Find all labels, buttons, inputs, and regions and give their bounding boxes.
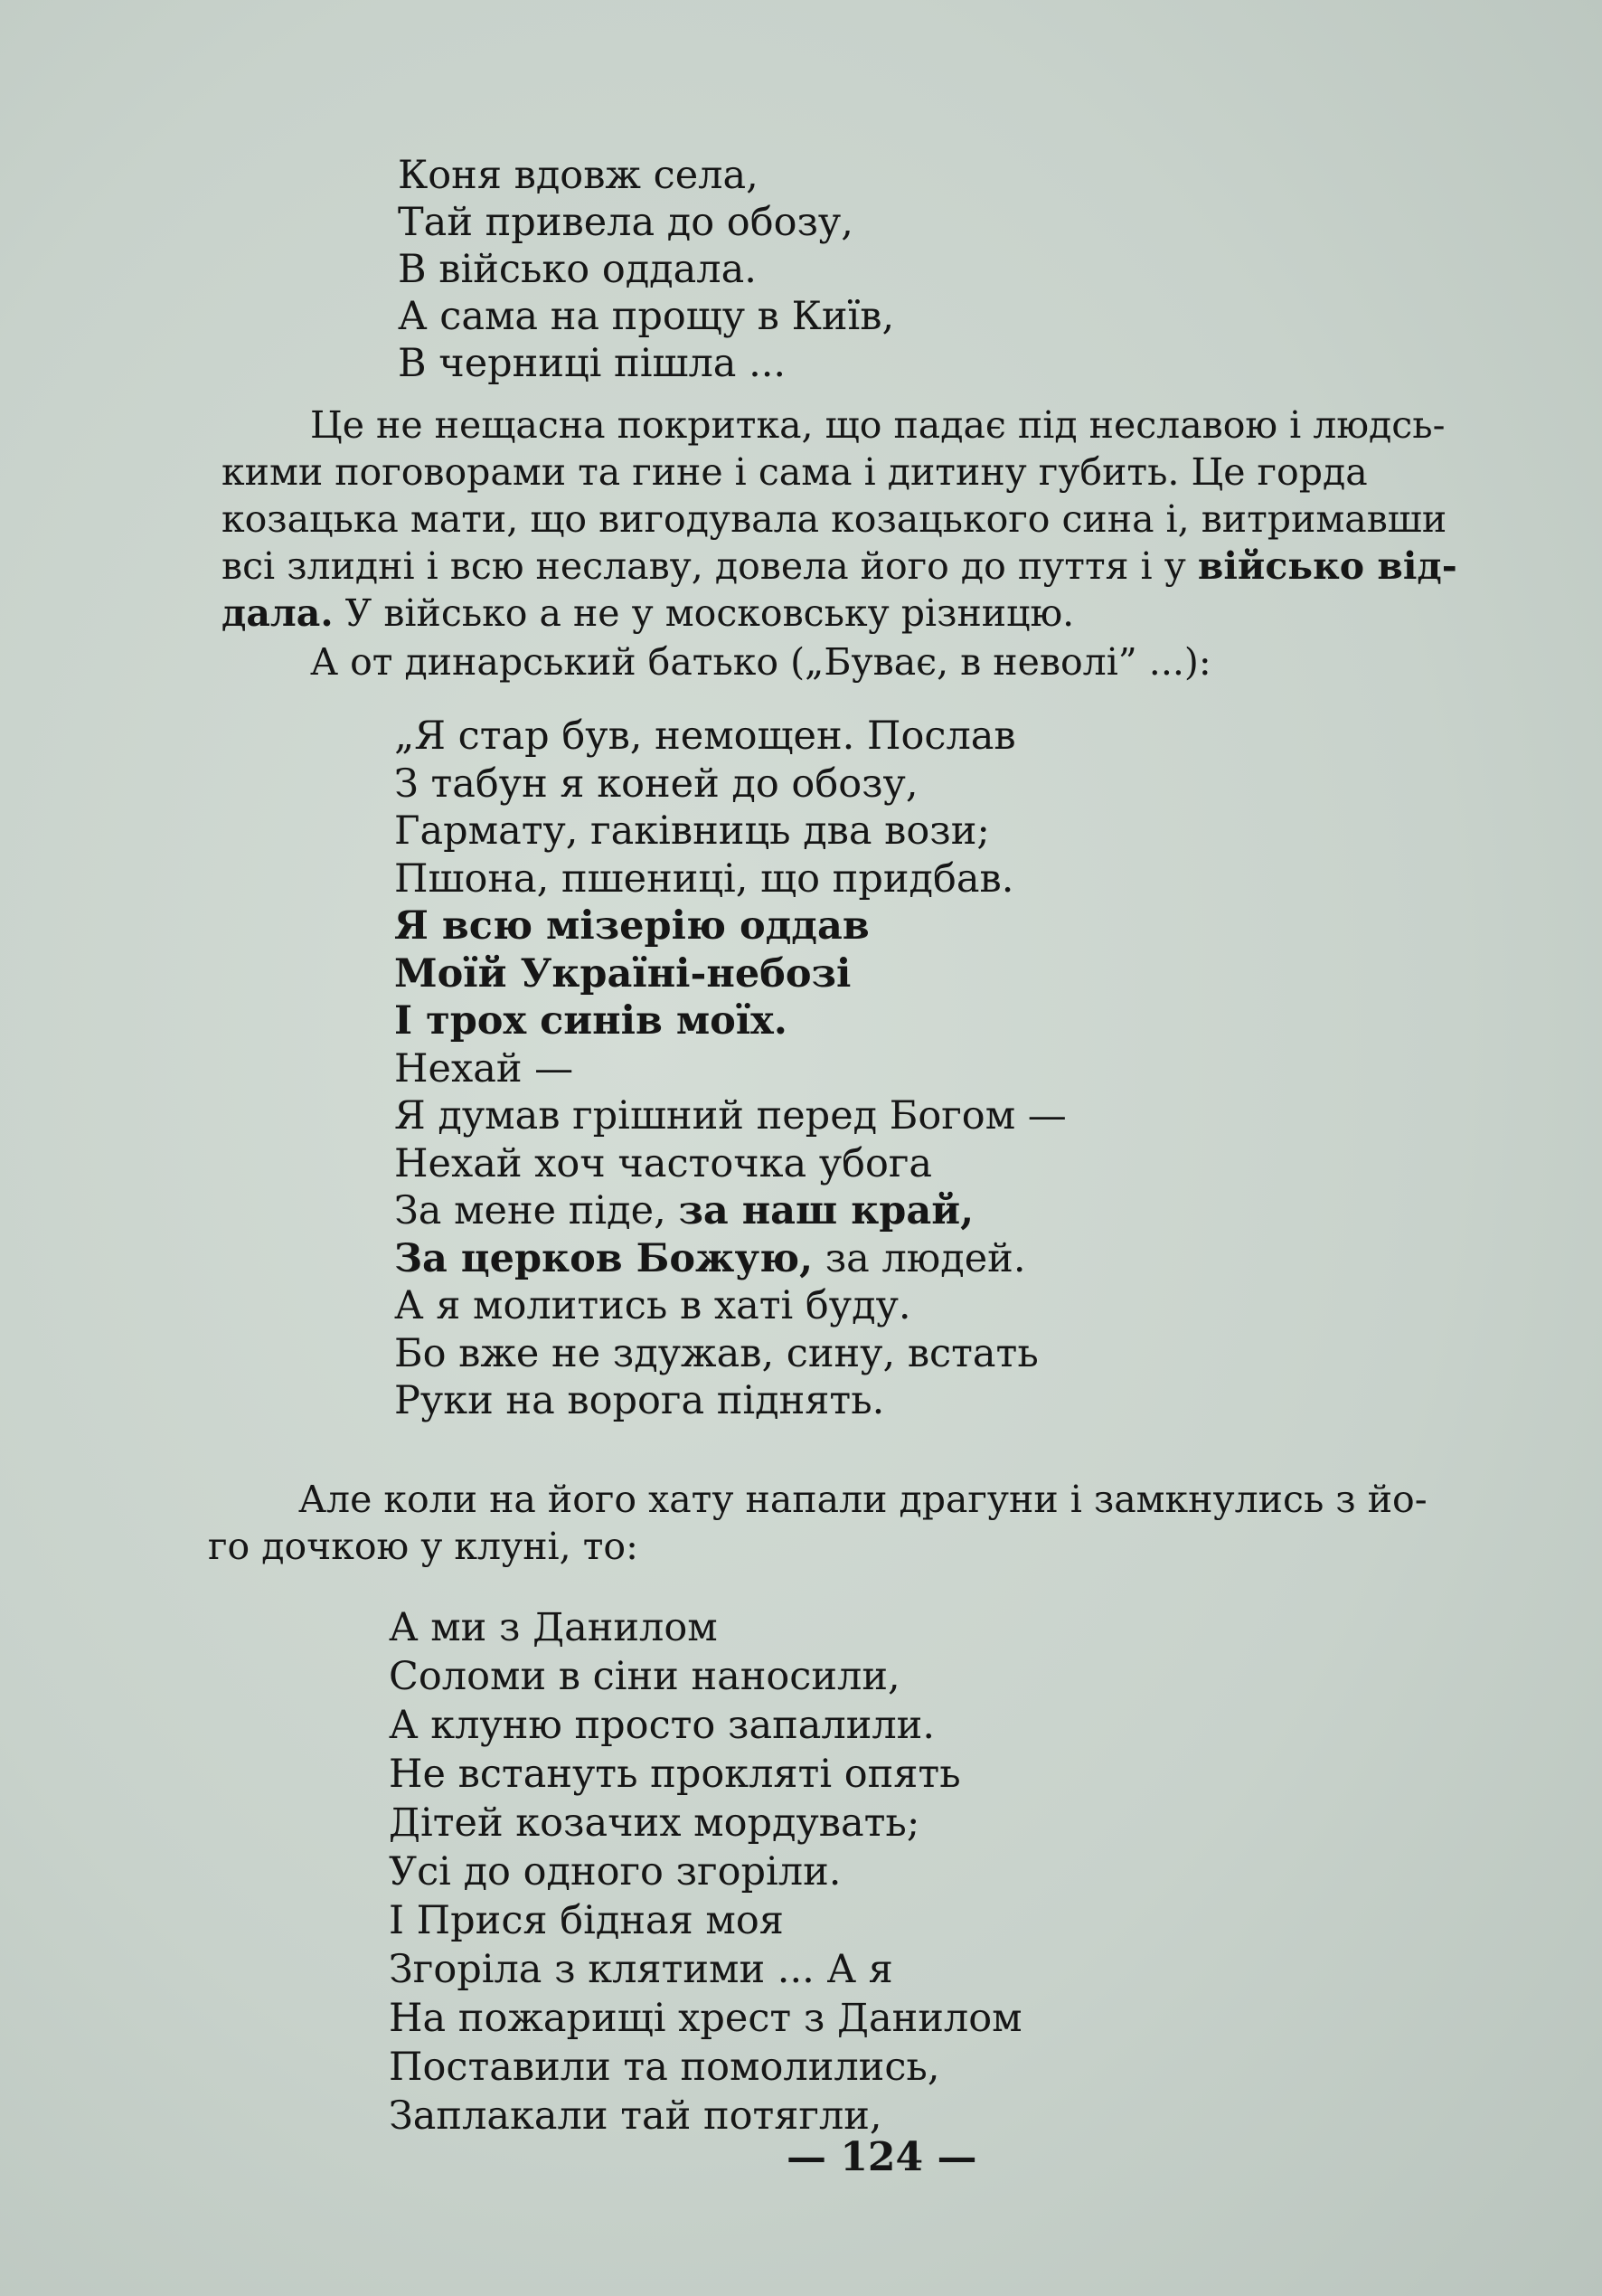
verse-line: „Я стар був, немощен. Послав (394, 713, 1016, 759)
verse-line: Згоріла з клятими ... А я (389, 1947, 893, 1992)
verse-excerpt-3 (389, 1603, 1022, 2140)
verse-line: А ми з Данилом (389, 1605, 718, 1650)
verse-line: Нехай хоч часточка убога (394, 1140, 933, 1186)
verse-line: Тай привела до обозу, (398, 200, 853, 245)
verse-line: Заплакали тай потягли, (389, 2093, 882, 2139)
paragraph-1 (221, 402, 1550, 637)
verse-line: Поставили та помолились, (389, 2045, 940, 2090)
verse-line: А клуню просто запалили. (389, 1703, 935, 1748)
verse-line: Нехай — (394, 1045, 574, 1091)
prose-line: Це не нещасна покритка, що падає під неславою і людсь- (310, 403, 1446, 447)
verse-line: Дітей козачих мордувать; (389, 1800, 920, 1846)
verse-line: І трох синів моїх. (394, 998, 787, 1044)
prose-line: козацька мати, що вигодувала козацького сина і, витримавши (221, 497, 1447, 541)
verse-line: Соломи в сіни наносили, (389, 1654, 900, 1699)
verse-line: Бо вже не здужав, сину, встать (394, 1330, 1039, 1376)
page-number: — 124 — (787, 2134, 977, 2180)
verse-line: На пожарищі хрест з Данилом (389, 1996, 1022, 2041)
verse-line: Усі до одного згоріли. (389, 1849, 842, 1894)
prose-line: А от динарський батько („Буває, в неволі” ...): (310, 640, 1211, 684)
verse-line: За церков Божую, за людей. (394, 1235, 1026, 1281)
verse-line: Коня вдовж села, (398, 153, 759, 198)
verse-line: Я думав грішний перед Богом — (394, 1093, 1067, 1139)
prose-line: всі злидні і всю неславу, довела його до пуття і у військо від- (221, 544, 1457, 588)
prose-line: Але коли на його хату напали драгуни і замкнулись з йо- (298, 1478, 1428, 1521)
prose-line: дала. У військо а не у московську різницю. (221, 591, 1075, 635)
verse-line: Моїй Україні-небозі (394, 950, 852, 997)
verse-line: А я молитись в хаті буду. (394, 1283, 911, 1328)
verse-line: Не встануть прокляті опять (389, 1752, 961, 1797)
verse-line: Пшона, пшениці, що придбав. (394, 855, 1014, 902)
verse-line: В черниці пішла ... (398, 341, 787, 386)
verse-line: Гармату, гаківниць два вози; (394, 808, 990, 854)
verse-excerpt-1 (398, 152, 894, 387)
verse-line: Руки на ворога піднять. (394, 1378, 885, 1423)
paragraph-2 (221, 638, 1550, 685)
verse-line: А сама на прощу в Київ, (398, 294, 895, 339)
paragraph-3 (208, 1476, 1550, 1570)
verse-line: Я всю мізерію оддав (394, 903, 870, 949)
verse-line: З табун я коней до обозу, (394, 761, 919, 807)
prose-line: кими поговорами та гине і сама і дитину губить. Це горда (221, 450, 1368, 494)
verse-excerpt-2 (394, 713, 1067, 1425)
verse-line: І Прися бідная моя (389, 1898, 784, 1943)
prose-line: го дочкою у клуні, то: (208, 1525, 638, 1568)
verse-line: В військо оддала. (398, 247, 757, 292)
verse-line: За мене піде, за наш край, (394, 1188, 975, 1233)
